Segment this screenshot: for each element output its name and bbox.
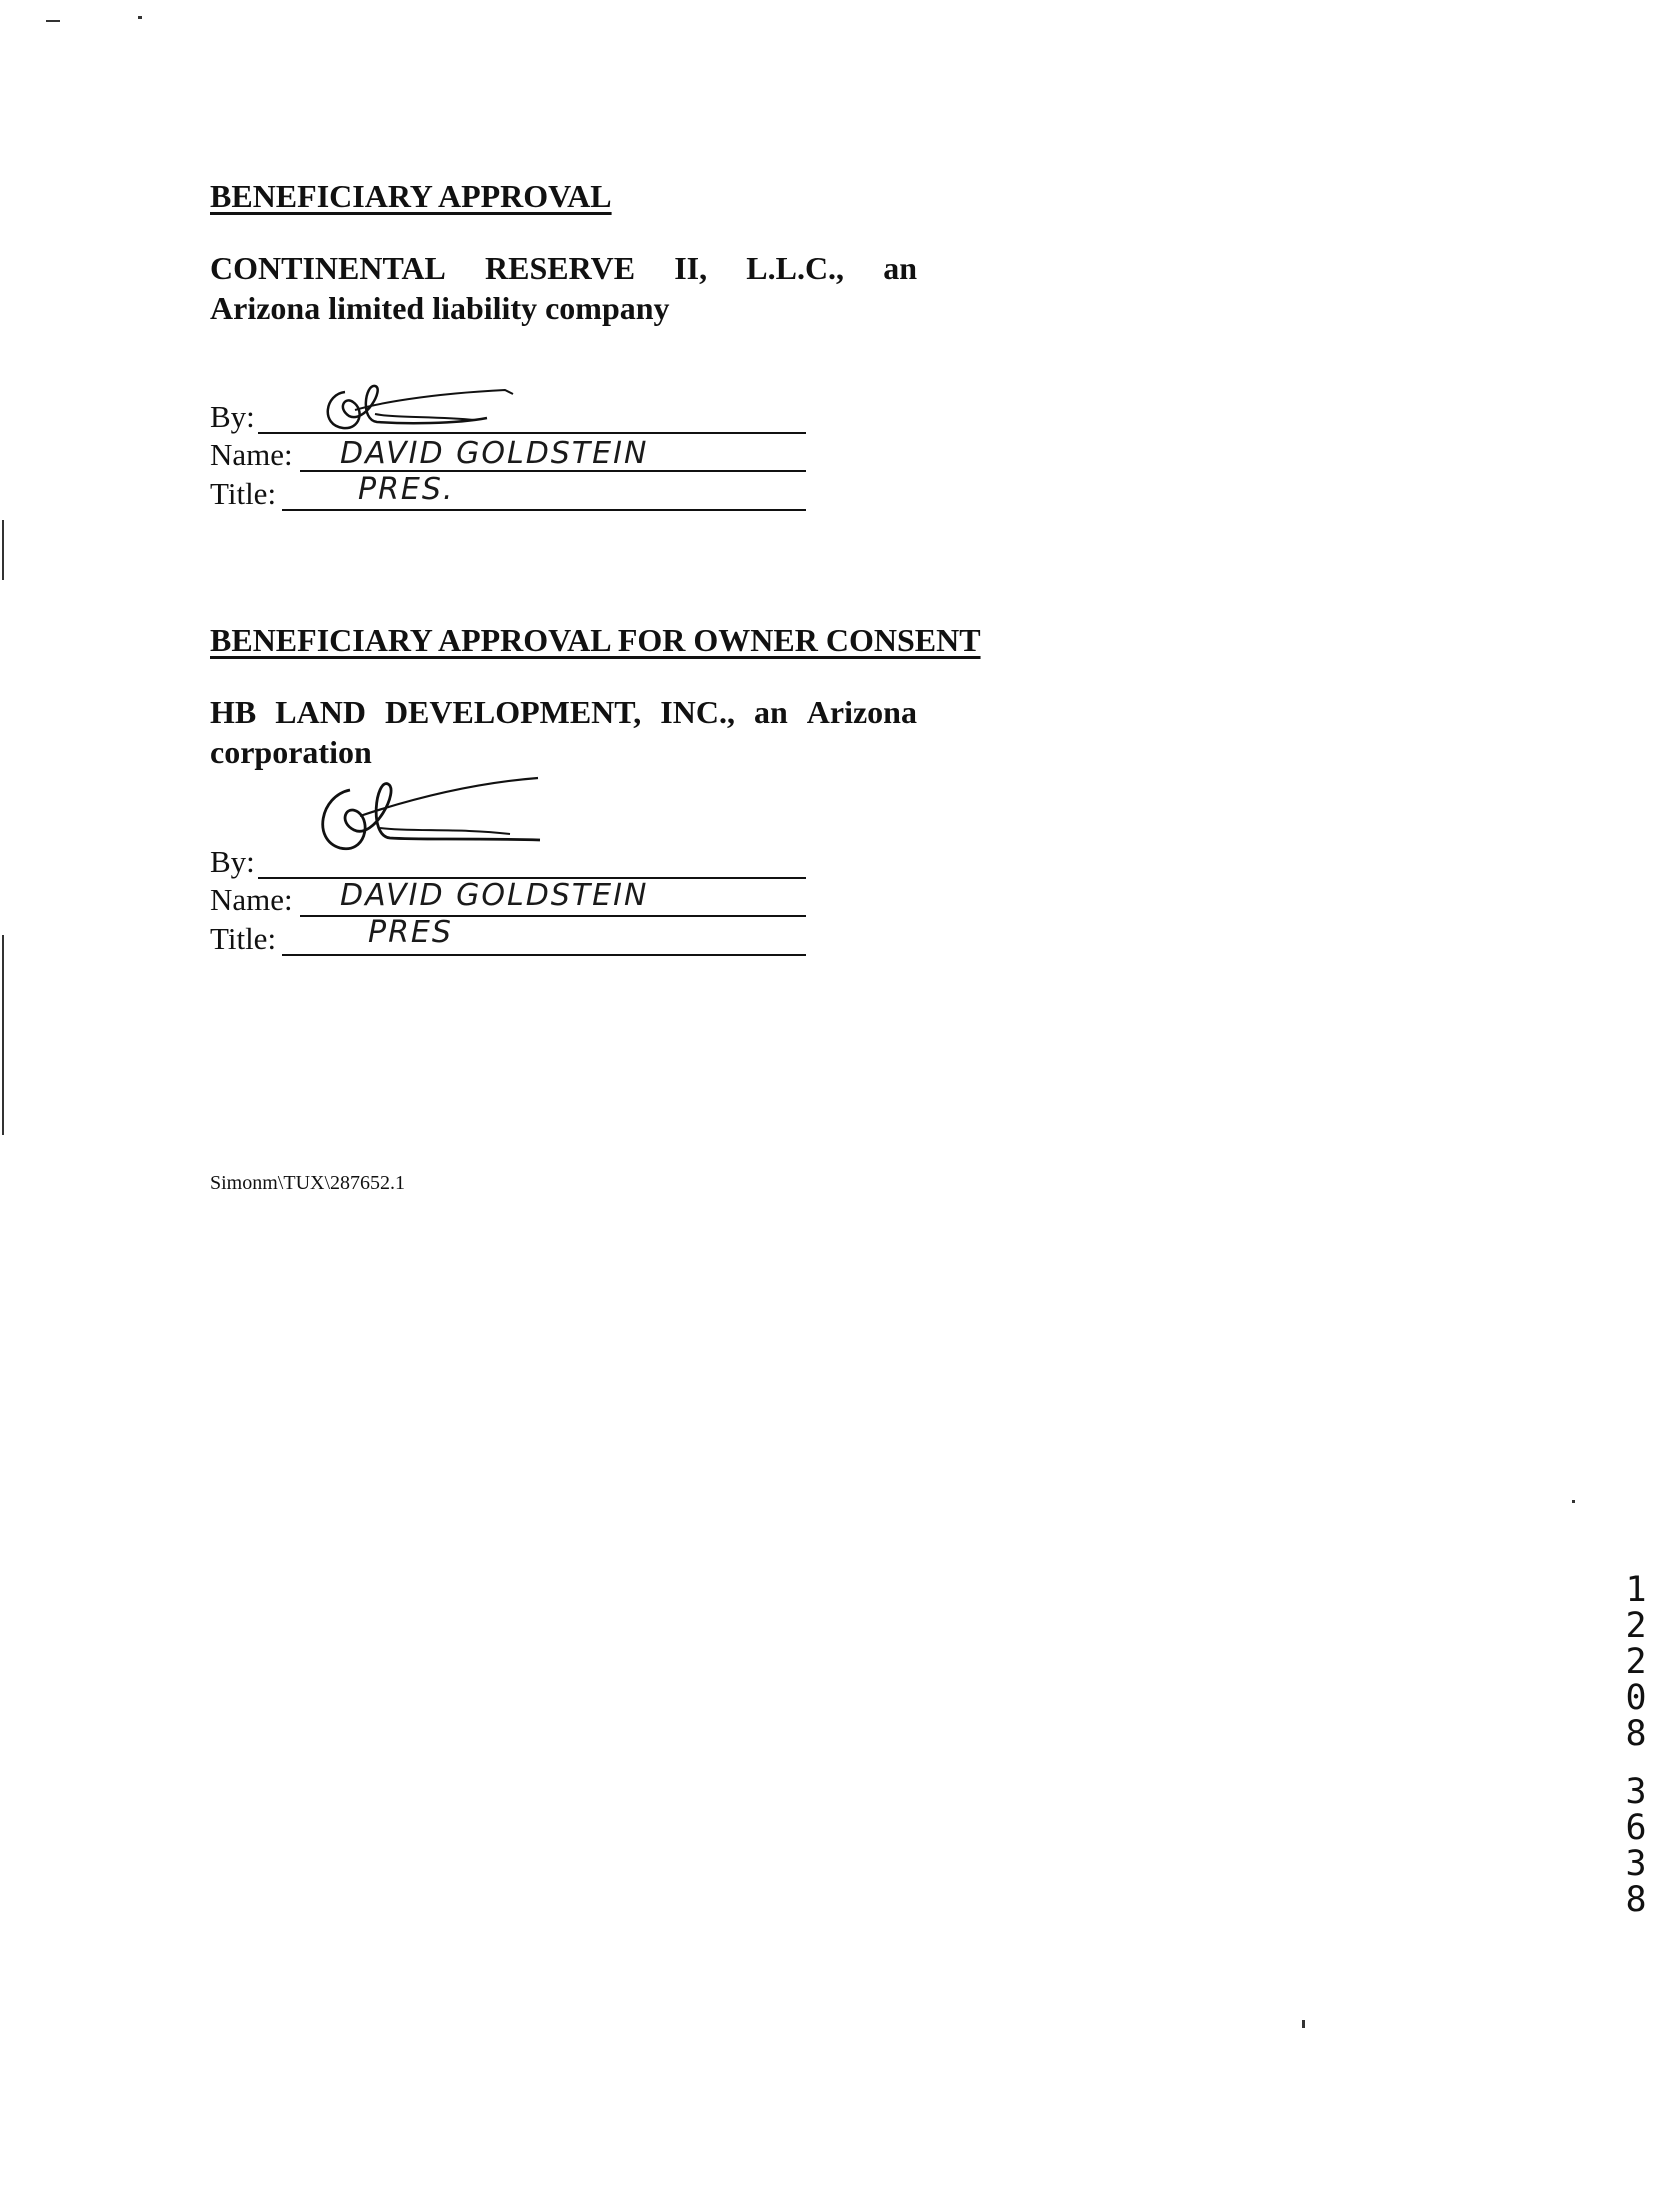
stamp-digit: 0 xyxy=(1625,1678,1647,1718)
entity-word: RESERVE xyxy=(485,250,636,286)
section1-by-label: By: xyxy=(210,399,255,434)
section2-title-value: PRES xyxy=(368,915,453,950)
scan-artifact xyxy=(2,520,4,580)
signature-2-icon xyxy=(310,770,550,870)
stamp-digit: 2 xyxy=(1625,1642,1647,1682)
stamp-digit: 3 xyxy=(1625,1844,1647,1884)
section2-title-line xyxy=(282,954,806,956)
scan-artifact xyxy=(46,20,60,22)
entity-word: an xyxy=(753,694,788,730)
stamp-digit: 8 xyxy=(1625,1714,1647,1754)
section2-entity-line2: corporation xyxy=(210,734,372,770)
entity-word: DEVELOPMENT, xyxy=(384,694,642,730)
section1-entity-line2: Arizona limited liability company xyxy=(210,290,670,326)
section2-title-label: Title: xyxy=(210,921,277,956)
scan-artifact xyxy=(1302,2020,1305,2028)
section1-name-label: Name: xyxy=(210,437,293,472)
recording-stamp-group2 xyxy=(1618,1774,1654,1918)
entity-word: CONTINENTAL xyxy=(210,250,446,286)
section1-title-label: Title: xyxy=(210,476,277,511)
section1-name-value: DAVID GOLDSTEIN xyxy=(340,436,649,471)
entity-word: an xyxy=(883,250,917,286)
scan-artifact xyxy=(2,935,4,1135)
section1-by-line xyxy=(258,432,806,434)
scan-artifact xyxy=(138,16,142,19)
section2-entity-line1 xyxy=(210,692,917,732)
section2-by-label: By: xyxy=(210,844,255,879)
entity-word: Arizona xyxy=(806,694,917,730)
signature-1-icon xyxy=(315,380,535,440)
section1-title-line xyxy=(282,509,806,511)
stamp-digit: 1 xyxy=(1625,1570,1647,1610)
section1-heading: BENEFICIARY APPROVAL xyxy=(210,178,612,214)
stamp-digit: 8 xyxy=(1625,1880,1647,1920)
section2-name-label: Name: xyxy=(210,882,293,917)
section1-entity xyxy=(210,248,917,328)
document-id: Simonm\TUX\287652.1 xyxy=(210,1172,406,1194)
section1-entity-line1 xyxy=(210,248,917,288)
section2-entity xyxy=(210,692,917,772)
stamp-digit: 6 xyxy=(1625,1808,1647,1848)
entity-word: HB xyxy=(210,694,257,730)
section2-heading: BENEFICIARY APPROVAL FOR OWNER CONSENT xyxy=(210,622,981,658)
entity-word: LAND xyxy=(275,694,366,730)
section1-title-value: PRES. xyxy=(358,472,455,507)
section2-name-value: DAVID GOLDSTEIN xyxy=(340,878,649,913)
entity-word: L.L.C., xyxy=(746,250,845,286)
entity-word: INC., xyxy=(660,694,735,730)
entity-word: II, xyxy=(674,250,708,286)
stamp-digit: 2 xyxy=(1625,1606,1647,1646)
stamp-digit: 3 xyxy=(1625,1772,1647,1812)
scan-artifact xyxy=(1572,1500,1575,1503)
recording-stamp-group1 xyxy=(1618,1572,1654,1752)
